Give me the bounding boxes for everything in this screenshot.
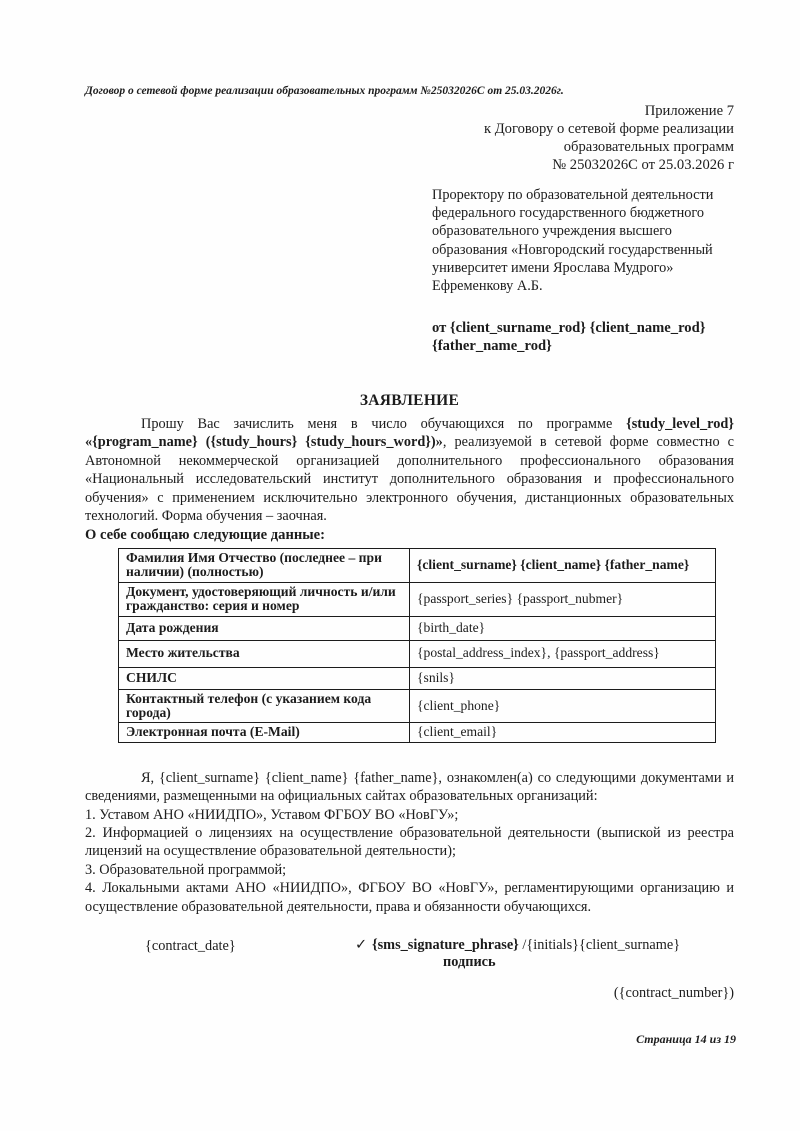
signature-initials: /{initials}{client_surname}: [522, 936, 681, 953]
row-value: {birth_date}: [410, 616, 716, 640]
row-label: Документ, удостоверяющий личность и/или гражданство: серия и номер: [119, 582, 410, 616]
table-row-snils: [119, 667, 716, 689]
request-text-end: , реализуемой в сетевой форме совместно с Автономной некоммерческой организацией дополнительного профессионального образования «Национальный исследовательский институт дополнительного образования и профессионального обучения» с применением исключительно электронного обучения, дистанционных образовательных технологий. Форма обучения – заочная.: [85, 434, 734, 525]
signature-line: [355, 937, 680, 954]
personal-data-table: [118, 548, 716, 743]
row-label: Место жительства: [119, 640, 410, 667]
applicant-from-line: от {client_surname_rod} {client_name_rod} {father_name_rod}: [432, 320, 706, 355]
table-row-fio: [119, 548, 716, 582]
row-value: {client_surname} {client_name} {father_name}: [410, 548, 716, 582]
table-row-passport: [119, 582, 716, 616]
signature-section: [85, 937, 734, 971]
table-row-address: [119, 640, 716, 667]
row-value: {passport_series} {passport_nubmer}: [410, 582, 716, 616]
acknowledgement-item-3: 3. Образовательной программой;: [85, 861, 287, 878]
acknowledgement-item-2: 2. Информацией о лицензиях на осуществление образовательной деятельности (выпиской из реестра лицензий на осуществление образовательной деятельности);: [85, 824, 734, 860]
appendix-line: к Договору о сетевой форме реализации: [483, 121, 734, 137]
request-text-start: Прошу Вас зачислить меня в число обучающихся по программе: [141, 416, 627, 433]
acknowledgement-intro: Я, {client_surname} {client_name} {father_name}, ознакомлен(а) со следующими документами и сведениями, размещенными на официальных сайтах образовательных организаций:: [85, 769, 734, 805]
signature-caption: подпись: [443, 953, 496, 970]
row-label: Дата рождения: [119, 616, 410, 640]
row-label: СНИЛС: [119, 667, 410, 689]
contract-date-placeholder: {contract_date}: [145, 937, 236, 954]
row-value: {postal_address_index}, {passport_address}: [410, 640, 716, 667]
appendix-line: образовательных программ: [563, 139, 734, 155]
acknowledgement-item-1: 1. Уставом АНО «НИИДПО», Уставом ФГБОУ ВО «НовГУ»;: [85, 806, 459, 823]
request-paragraph: [85, 415, 734, 525]
page-number-footer: Страница 14 из 19: [636, 1032, 736, 1046]
contract-reference-line: Договор о сетевой форме реализации образовательных программ №25032026С от 25.03.2026г.: [85, 85, 564, 97]
sms-signature-phrase: {sms_signature_phrase}: [371, 936, 519, 953]
acknowledgement-item-4: 4. Локальными актами АНО «НИИДПО», ФГБОУ ВО «НовГУ», регламентирующими организацию и осуществление образовательной деятельности, права и обязанности обучающихся.: [85, 880, 734, 915]
addressee-block: Проректору по образовательной деятельности федерального государственного бюджетного образовательного учреждения высшего образования «Новгородский государственный университет имени Ярослава Мудрого» Ефременкову А.Б.: [432, 187, 714, 295]
signature-block: [355, 937, 680, 971]
row-label: Фамилия Имя Отчество (последнее – при наличии) (полностью): [119, 548, 410, 582]
appendix-contract-number-line: № 25032026С от 25.03.2026 г: [552, 157, 734, 173]
acknowledgement-block: [85, 769, 734, 916]
row-label: Контактный телефон (с указанием кода города): [119, 689, 410, 723]
document-title: ЗАЯВЛЕНИЕ: [359, 391, 460, 409]
checkmark-icon: ✓: [355, 936, 367, 953]
appendix-title: Приложение 7: [644, 103, 734, 119]
program-name-placeholder: {study_level_rod} «{program_name} ({study_hours} {study_hours_word})»: [85, 416, 734, 451]
table-row-phone: [119, 689, 716, 723]
row-value: {snils}: [410, 667, 716, 689]
row-label: Электронная почта (E-Mail): [119, 723, 410, 742]
table-row-email: [119, 723, 716, 742]
row-value: {client_email}: [410, 723, 716, 742]
appendix-block: [85, 102, 734, 174]
personal-data-lead: О себе сообщаю следующие данные:: [85, 527, 326, 544]
row-value: {client_phone}: [410, 689, 716, 723]
table-row-birth-date: [119, 616, 716, 640]
contract-number-placeholder: ({contract_number}): [613, 984, 734, 1001]
